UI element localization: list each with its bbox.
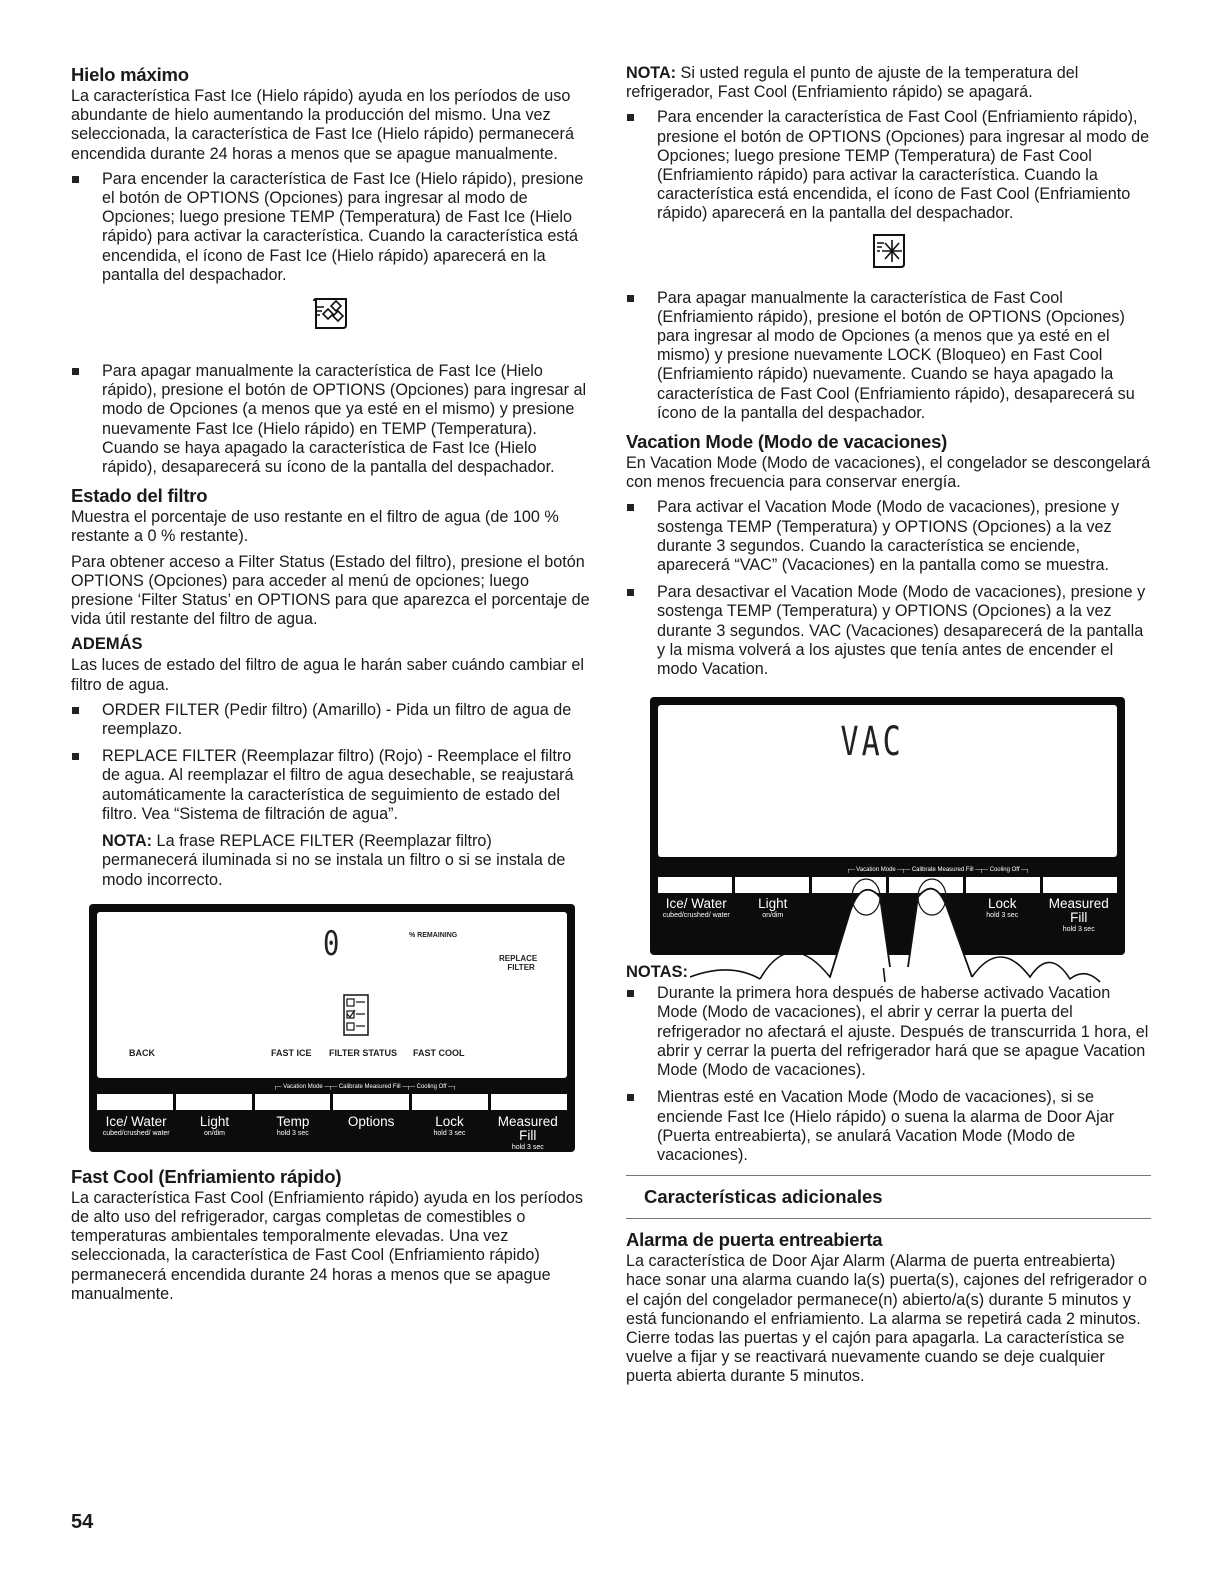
measured-fill-button[interactable]: [491, 1094, 567, 1110]
replace-text: REPLACE: [499, 953, 538, 963]
list-filter-status: [71, 701, 591, 824]
replace-filter-label: [499, 954, 537, 972]
paragraph-fast-cool: La característica Fast Cool (Enfriamiento rápido) ayuda en los períodos de alto uso del refrigerador, cargas completas de comestibles o temperaturas ambientales temporalmente elevadas. Una vez seleccionada, la característica de Fast Cool (Enfriamiento rápido) permanecerá encendida durante 24 horas a menos que se apague manualmente.: [71, 1188, 583, 1303]
button-labels: [97, 1115, 567, 1152]
vac-display: VAC: [840, 719, 904, 766]
light-button[interactable]: [176, 1094, 252, 1110]
list-vacation: [626, 498, 1151, 679]
left-column: [71, 64, 591, 1310]
button-label: Temp: [276, 1113, 310, 1129]
fast-ice-icon-wrap: [71, 295, 591, 336]
button-label: Ice/ Water: [105, 1113, 167, 1129]
button-sublabel: hold 3 sec: [986, 912, 1019, 920]
button-sublabel: cubed/crushed/ water: [102, 1129, 170, 1137]
list-cool-on: [626, 108, 1151, 223]
list-item: Durante la primera hora después de haberse activado Vacation Mode (Modo de vacaciones), el abrir y cerrar la puerta del refrigerador no afectará el ajuste. Después de transcurrida 1 hora, el abrir y cerrar la puerta del refrigerador hará que se apague Vacation Mode (Modo de vacaciones).: [626, 984, 1151, 1080]
button-label: Measured Fill: [497, 1113, 558, 1143]
note-label: NOTA:: [102, 832, 153, 851]
button-sublabel: on/dim: [203, 1129, 225, 1137]
paragraph-ademas: Las luces de estado del filtro de agua le harán saber cuándo cambiar el filtro de agua.: [71, 656, 584, 694]
paragraph-filtro-1: Muestra el porcentaje de uso restante en el filtro de agua (de 100 % restante a 0 % restante).: [71, 508, 559, 546]
options-label: [332, 1115, 410, 1152]
paragraph-vacation: En Vacation Mode (Modo de vacaciones), el congelador se descongelará con menos frecuencia para conservar energía.: [626, 454, 1151, 492]
list-item: Para encender la característica de Fast Cool (Enfriamiento rápido), presione el botón de OPTIONS (Opciones) para ingresar al modo de Opciones; luego presione TEMP (Temperatura) de Fast Cool (Enfriamiento rápido) para activar la característica. Cuando la característica está encendida, el ícono de Fast Cool (Enfriamiento rápido) aparecerá en la pantalla del despachador.: [626, 108, 1151, 223]
lock-button[interactable]: [412, 1094, 488, 1110]
dispenser-panel-filter-status: [89, 904, 575, 1152]
mode-legend: ┌─ Vacation Mode ─┬─ Calibrate Measured Fill ─┬─ Cooling Off ─┐: [273, 1083, 457, 1090]
heading-notas: NOTAS:: [626, 963, 689, 982]
list-hielo-on: [71, 170, 591, 285]
button-sublabel: cubed/crushed/ water: [662, 912, 730, 920]
list-hielo-off: [71, 362, 591, 477]
fast-cool-icon-wrap: [626, 232, 1151, 275]
note-replace-filter: [71, 832, 591, 890]
list-cool-off: [626, 289, 1151, 423]
fast-ice-label: FAST ICE: [271, 1047, 312, 1058]
ice-water-label: [97, 1115, 175, 1152]
back-label: BACK: [129, 1047, 155, 1058]
heading-estado-filtro: Estado del filtro: [71, 485, 208, 507]
fast-ice-icon: [310, 295, 352, 331]
dispenser-screen: [97, 912, 567, 1078]
paragraph-filtro-2: Para obtener acceso a Filter Status (Estado del filtro), presione el botón OPTIONS (Opciones) para acceder al menú de opciones; luego presione ‘Filter Status’ en OPTIONS para que aparezca el porcentaje de vida útil restante del filtro de agua.: [71, 552, 590, 629]
button-sublabel: on/dim: [762, 912, 784, 920]
button-label: Options: [347, 1113, 395, 1129]
section-title-caracteristicas: Características adicionales: [626, 1176, 1151, 1219]
mode-legend: ┌─ Vacation Mode ─┬─ Calibrate Measured Fill ─┬─ Cooling Off ─┐: [846, 867, 1030, 874]
page-number: 54: [71, 1511, 94, 1533]
light-label: [175, 1115, 253, 1152]
button-label: Light: [199, 1113, 230, 1129]
fast-cool-icon: [869, 232, 909, 270]
list-item: Mientras esté en Vacation Mode (Modo de vacaciones), si se enciende Fast Ice (Hielo rápido) o suena la alarma de Door Ajar (Puerta entreabierta), se anulará Vacation Mode (Modo de vacaciones).: [626, 1088, 1151, 1165]
note-text: La frase REPLACE FILTER (Reemplazar filtro) permanecerá iluminada si no se instala un filtro o si se instala de modo incorrecto.: [102, 832, 566, 889]
filter-text: FILTER: [507, 962, 535, 972]
button-label: Light: [758, 896, 788, 912]
button-sublabel: hold 3 sec: [276, 1129, 309, 1137]
temp-button[interactable]: [255, 1094, 331, 1110]
note-fast-cool: [626, 64, 1151, 102]
list-item: ORDER FILTER (Pedir filtro) (Amarillo) - Pida un filtro de agua de reemplazo.: [71, 701, 591, 739]
list-notas: [626, 984, 1151, 1165]
filter-status-icon: [343, 994, 369, 1036]
list-item: REPLACE FILTER (Reemplazar filtro) (Rojo) - Reemplace el filtro de agua. Al reemplazar el filtro de agua desechable, se reajustará automáticamente la característica de seguimiento de estado del filtro. Vea “Sistema de filtración de agua”.: [71, 747, 591, 824]
button-bar: [97, 1094, 567, 1110]
temp-label: [254, 1115, 332, 1152]
measured-fill-label: [489, 1115, 567, 1152]
button-label: Lock: [987, 896, 1017, 912]
list-item: Para apagar manualmente la característica de Fast Cool (Enfriamiento rápido), presione el botón de OPTIONS (Opciones) para ingresar al modo de Opciones (a menos que ya esté en el mismo) y presione nuevamente LOCK (Bloqueo) en Fast Cool (Enfriamiento rápido) nuevamente. Cuando se haya apagado la característica de Fast Cool (Enfriamiento rápido), desaparecerá su ícono de la pantalla del despachador.: [626, 289, 1151, 423]
options-button[interactable]: [333, 1094, 409, 1110]
fast-cool-label: FAST COOL: [413, 1047, 465, 1058]
percent-remaining-label: % REMAINING: [409, 931, 458, 939]
lock-label: [410, 1115, 488, 1152]
button-sublabel: hold 3 sec: [433, 1129, 466, 1137]
heading-hielo-maximo: Hielo máximo: [71, 64, 189, 85]
list-item: Para encender la característica de Fast Ice (Hielo rápido), presione el botón de OPTIONS (Opciones) para ingresar al modo de Opciones; luego presione TEMP (Temperatura) de Fast Ice (Hielo rápido) para activar la característica. Cuando la característica está encendida, el ícono de Fast Ice (Hielo rápido) aparecerá en la pantalla del despachador.: [71, 170, 591, 285]
ice-water-button[interactable]: [97, 1094, 173, 1110]
filter-status-label: FILTER STATUS: [329, 1047, 397, 1058]
heading-alarma-puerta: Alarma de puerta entreabierta: [626, 1229, 883, 1251]
list-item: Para apagar manualmente la característica de Fast Ice (Hielo rápido), presione el botón de OPTIONS (Opciones) para ingresar al modo de Opciones (a menos que ya esté en el mismo) y presione nuevamente Fast Ice (Hielo rápido) en TEMP (Temperatura). Cuando se haya apagado la característica de Fast Ice (Hielo rápido), desaparecerá su ícono de la pantalla del despachador.: [71, 362, 591, 477]
button-label: Ice/ Water: [665, 896, 727, 912]
paragraph-alarma: La característica de Door Ajar Alarm (Alarma de puerta entreabierta) hace sonar una alarma cuando la(s) puerta(s), cajones del refrigerador o el cajón del congelador permanece(n) abierto/a(s) durante 5 minutos y está funcionando el enfriamiento. La alarma se repetirá cada 2 minutos. Cierre todas las puertas y el cajón para apagarla. La característica se vuelve a fijar y se reactivará nuevamente cuando se deje cualquier puerta abierta durante 5 minutos.: [626, 1252, 1147, 1386]
dispenser-screen: [658, 705, 1117, 857]
note-text: Si usted regula el punto de ajuste de la temperatura del refrigerador, Fast Cool (Enfriamiento rápido) se apagará.: [626, 64, 1079, 102]
filter-percent-digit: 0: [323, 923, 340, 964]
paragraph-hielo: La característica Fast Ice (Hielo rápido) ayuda en los períodos de uso abundante de hielo aumentando la producción del mismo. Una vez seleccionada, la característica de Fast Ice (Hielo rápido) permanecerá encendida durante 24 horas a menos que se apague manualmente.: [71, 87, 574, 163]
heading-vacation-mode: Vacation Mode (Modo de vacaciones): [626, 431, 948, 453]
heading-fast-cool: Fast Cool (Enfriamiento rápido): [71, 1165, 342, 1187]
list-item: Para desactivar el Vacation Mode (Modo de vacaciones), presione y sostenga TEMP (Temperatura) y OPTIONS (Opciones) a la vez durante 3 segundos. VAC (Vacaciones) desaparecerá de la pantalla y la misma volverá a los ajustes que tenía antes de encender el modo Vacation.: [626, 583, 1151, 679]
note-label: NOTA:: [626, 64, 677, 82]
list-item: Para activar el Vacation Mode (Modo de vacaciones), presione y sostenga TEMP (Temperatura) y OPTIONS (Opciones) a la vez durante 3 segundos. Cuando la característica se enciende, aparecerá “VAC” (Vacaciones) en la pantalla como se muestra.: [626, 498, 1151, 575]
heading-ademas: ADEMÁS: [71, 635, 143, 654]
button-label: Measured Fill: [1048, 896, 1109, 926]
fingers-illustration: [690, 867, 1120, 987]
button-sublabel: hold 3 sec: [1062, 926, 1095, 934]
right-column: [626, 64, 1151, 1393]
dispenser-panel-vacation: [650, 697, 1125, 955]
button-sublabel: hold 3 sec: [511, 1143, 544, 1151]
button-label: Lock: [435, 1113, 464, 1129]
